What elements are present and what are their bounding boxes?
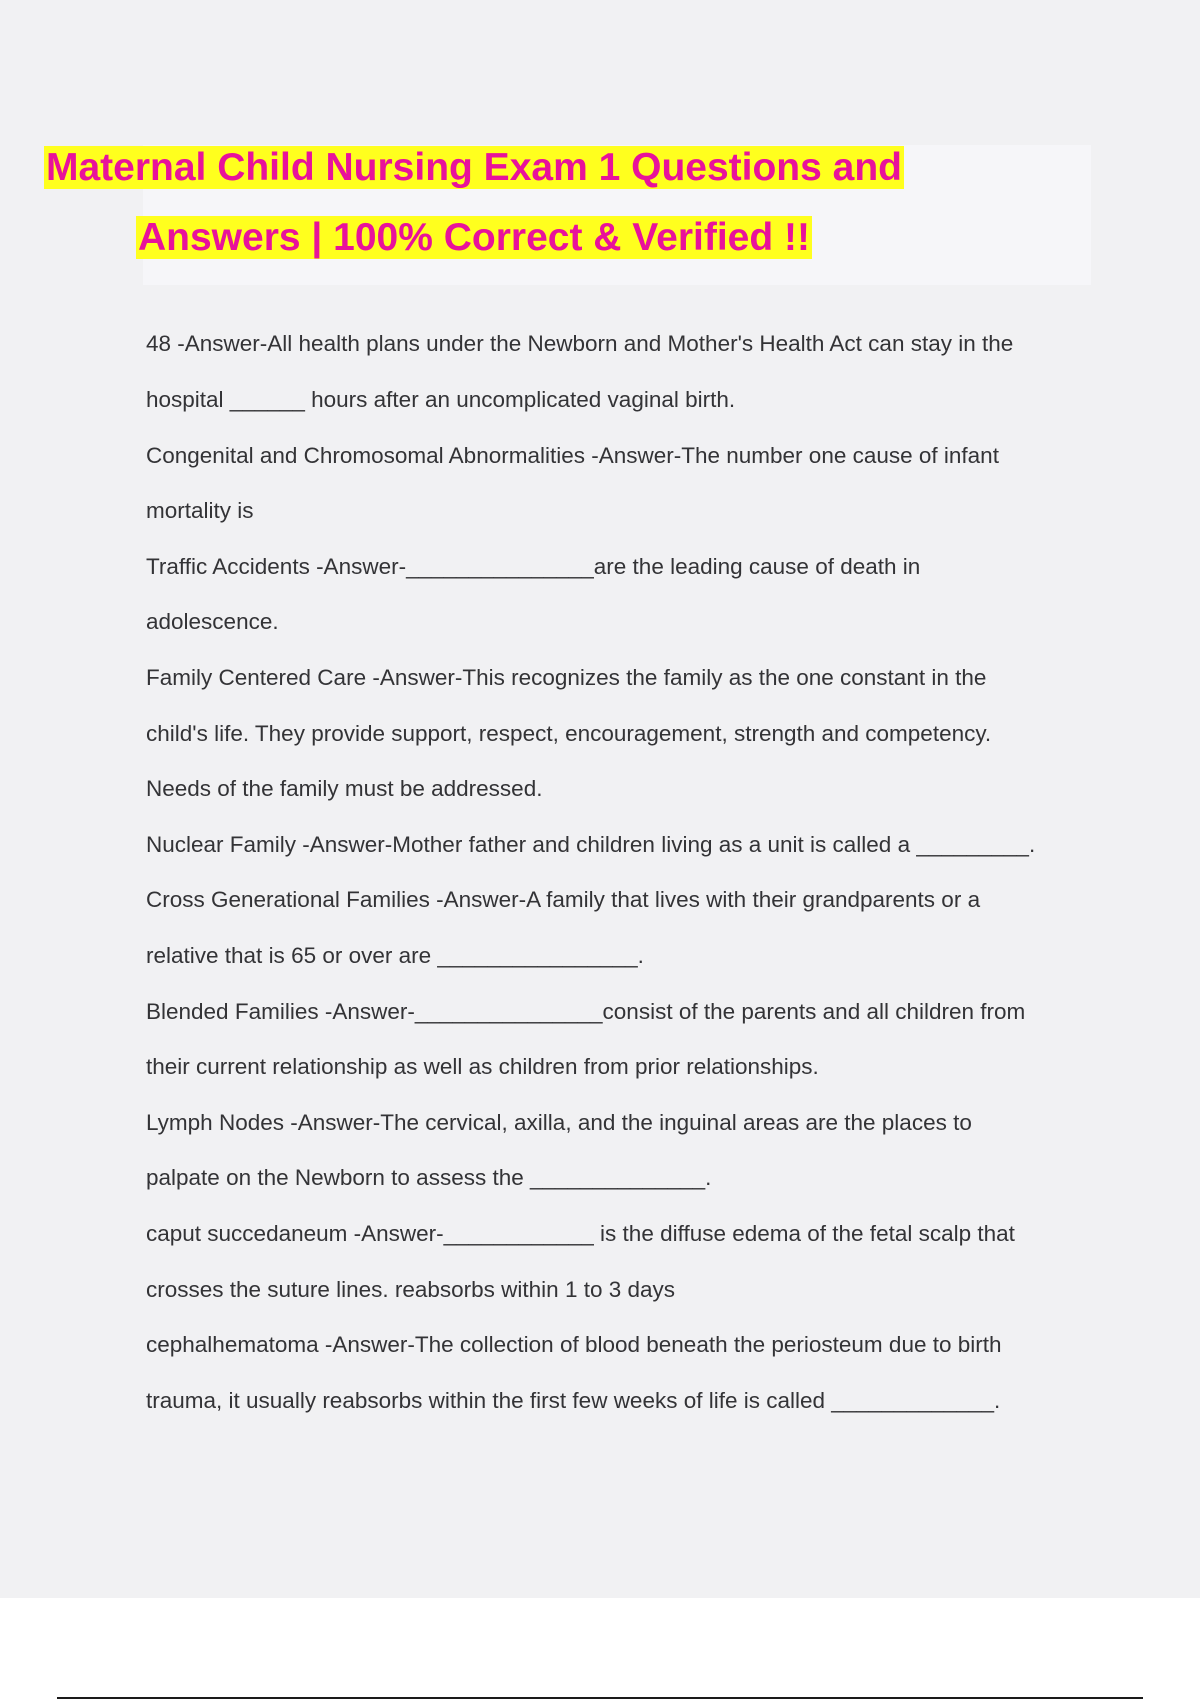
text-line: adolescence.	[146, 609, 279, 634]
text-line: Nuclear Family -Answer-Mother father and children living as a unit is called a _________.	[146, 832, 1036, 857]
text-line: cephalhematoma -Answer-The collection of blood beneath the periosteum due to birth	[146, 1332, 1002, 1357]
text-line: palpate on the Newborn to assess the ______________.	[146, 1165, 712, 1190]
title-highlight-1: Maternal Child Nursing Exam 1 Questions and	[45, 146, 902, 189]
text-line: relative that is 65 or over are ________________.	[146, 943, 644, 968]
text-line: Congenital and Chromosomal Abnormalities -Answer-The number one cause of infant	[146, 443, 999, 468]
text-line: their current relationship as well as children from prior relationships.	[146, 1054, 819, 1079]
text-line: child's life. They provide support, respect, encouragement, strength and competency.	[146, 721, 992, 746]
document-title-line-1	[0, 145, 948, 191]
text-line: Traffic Accidents -Answer-_______________are the leading cause of death in	[146, 554, 921, 579]
title-highlight-2: Answers | 100% Correct & Verified !!	[138, 216, 810, 259]
text-line: caput succedaneum -Answer-____________ is the diffuse edema of the fetal scalp that	[146, 1221, 1015, 1246]
text-line: Needs of the family must be addressed.	[146, 776, 543, 801]
text-line: 48 -Answer-All health plans under the Newborn and Mother's Health Act can stay in the	[146, 331, 1014, 356]
text-line: hospital ______ hours after an uncomplicated vaginal birth.	[146, 387, 736, 412]
text-line: Lymph Nodes -Answer-The cervical, axilla, and the inguinal areas are the places to	[146, 1110, 972, 1135]
text-line: Family Centered Care -Answer-This recognizes the family as the one constant in the	[146, 665, 987, 690]
text-line: Cross Generational Families -Answer-A family that lives with their grandparents or a	[146, 887, 981, 912]
text-line: mortality is	[146, 498, 254, 523]
footer-divider	[57, 1697, 1143, 1699]
text-line: Blended Families -Answer-_______________consist of the parents and all children from	[146, 999, 1026, 1024]
document-title-line-2	[0, 215, 948, 261]
text-line: crosses the suture lines. reabsorbs within 1 to 3 days	[146, 1277, 676, 1302]
text-line: trauma, it usually reabsorbs within the first few weeks of life is called _____________.	[146, 1388, 1001, 1413]
